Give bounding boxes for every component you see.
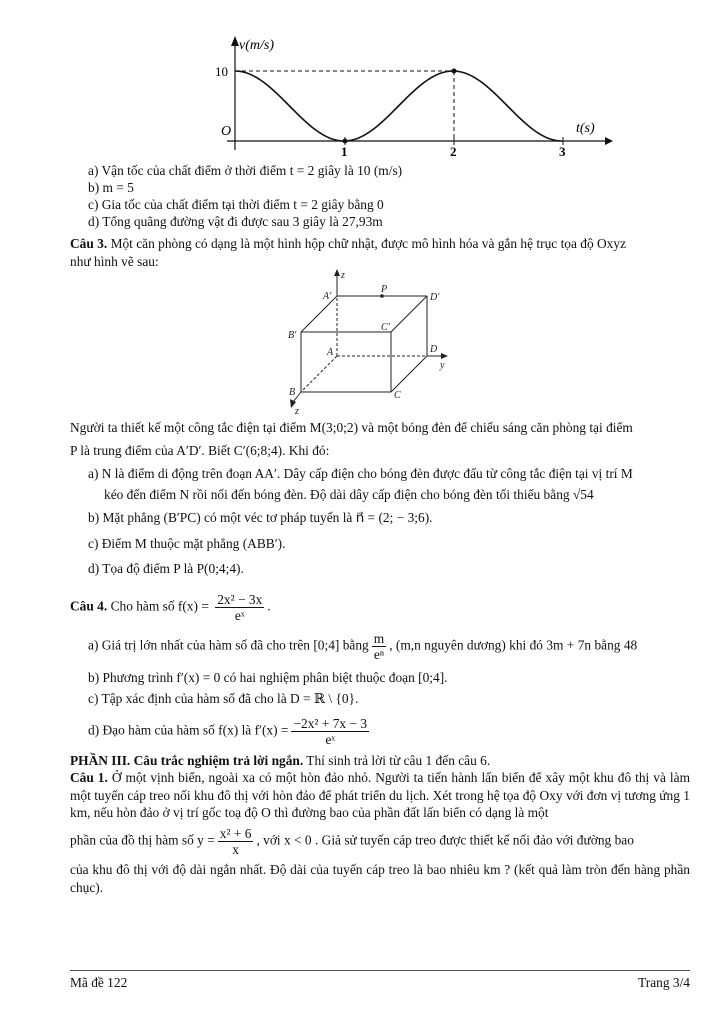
fig-label-d-prime: D′ (430, 292, 440, 303)
q4-title: Câu 4. (70, 598, 108, 614)
velocity-curve (235, 71, 562, 141)
q4-intro: Câu 4. Cho hàm số f(x) = $\frac{\text{2x² − 3x}}{\text{eˣ}}$ . (70, 592, 271, 623)
q4-a-fraction (372, 631, 386, 662)
q3-option-b: b) Mặt phẳng (B′PC) có một véc tơ pháp tuyến là n⃗ = (2; − 3;6). (88, 510, 433, 525)
fig-label-a-prime: A′ (323, 291, 332, 302)
x-tick-1: 1 (341, 144, 348, 159)
y-axis-label: v(m/s) (239, 38, 274, 53)
part3-q1-fraction (218, 826, 254, 857)
x-axis-label: t(s) (576, 121, 595, 136)
origin-label: O (221, 124, 232, 139)
footer-rule (70, 970, 690, 971)
point-t1 (343, 139, 348, 144)
fig-label-y: y (440, 360, 445, 371)
part3-q1-den: x (232, 842, 239, 857)
q3-option-d: d) Tọa độ điểm P là P(0;4;4). (88, 561, 244, 576)
part3-heading-rest: Thí sinh trả lời từ câu 1 đến câu 6. (303, 753, 491, 768)
fig-label-z-bottom: z (295, 406, 299, 416)
q4-option-d (88, 716, 372, 747)
q2-option-c: c) Gia tốc của chất điểm tại thời điểm t = 2 giây bằng 0 (88, 197, 384, 212)
q3-title: Câu 3. (70, 236, 108, 251)
q4-a-num: m (373, 631, 385, 646)
q3-intro-2: như hình vẽ sau: (70, 254, 159, 269)
x-axis-arrow (605, 137, 613, 145)
part3-q1-line-post: , với x < 0 . Giả sử tuyến cáp treo được thiết kế nối đảo với đường bao (256, 832, 634, 848)
q3-option-c: c) Điểm M thuộc mặt phẳng (ABB′). (88, 536, 286, 551)
q4-a-den: eⁿ (373, 647, 385, 662)
q4-fraction (215, 592, 264, 623)
q4-frac-num: 2x² − 3x (217, 592, 263, 607)
q3-body-1: Người ta thiết kế một công tắc điện tại điểm M(3;0;2) và một bóng đèn để chiếu sáng căn phòng tại điểm (70, 420, 633, 435)
x-tick-3: 3 (559, 144, 566, 159)
q2-option-d: d) Tổng quãng đường vật đi được sau 3 giây là 27,93m (88, 214, 383, 229)
part3-q1-paragraph (70, 769, 690, 822)
q4-option-a (88, 631, 637, 662)
fig-label-c: C (394, 390, 401, 401)
q4-frac-den: eˣ (234, 608, 245, 623)
y-tick-10: 10 (215, 64, 228, 79)
fig-label-z: z (341, 270, 345, 281)
q4-option-b: b) Phương trình f′(x) = 0 có hai nghiệm phân biệt thuộc đoạn [0;4]. (88, 670, 448, 685)
q4-d-num: −2x² + 7x − 3 (293, 716, 368, 731)
y-axis-arrow (231, 36, 239, 46)
part3-q1-title: Câu 1. (70, 770, 108, 785)
part3-heading-bold: PHẦN III. Câu trắc nghiệm trả lời ngắn. (70, 753, 304, 768)
q4-d-den: eˣ (325, 732, 336, 747)
q4-option-c: c) Tập xác định của hàm số đã cho là D = ℝ \ {0}. (88, 691, 359, 706)
q4-a-pre: a) Giá trị lớn nhất của hàm số đã cho trên [0;4] bằng (88, 637, 369, 653)
part3-q1-end: của khu đô thị với độ dài ngắn nhất. Độ dài của tuyến cáp treo là bao nhiêu km ? (kết quả làm tròn đến hàng phần chục). (70, 862, 690, 895)
q2-option-a: a) Vận tốc của chất điểm ở thời điểm t = 2 giây là 10 (m/s) (88, 163, 403, 178)
q4-a-post: , (m,n nguyên dương) khi đó 3m + 7n bằng 48 (389, 637, 638, 653)
q3-body-2: P là trung điểm của A′D′. Biết C′(6;8;4). Khi đó: (70, 443, 330, 458)
point-t2 (452, 69, 457, 74)
part3-heading (70, 753, 490, 769)
fig-label-c-prime: C′ (381, 322, 390, 333)
q3-intro-text: Một căn phòng có dạng là một hình hộp chữ nhật, được mô hình hóa và gắn hệ trục tọa độ Oxyz (107, 236, 627, 251)
fig-label-a: A (327, 347, 334, 358)
part3-q1-text: Ở một vịnh biển, ngoài xa có một hòn đảo nhỏ. Người ta tiến hành lấn biển để xây một khu đô thị và làm một tuyến cáp treo nối khu đô thị với hòn đảo để phát triển du lịch. Xét trong hệ tọa độ Oxy với đơn vị tương ứng 1 km, nếu hòn đảo ở vị trí gốc toạ độ O thì đường bao của phần đất lấn biển có dạng là một (70, 770, 690, 820)
q3-intro (70, 236, 626, 252)
footer-right: Trang 3/4 (638, 975, 690, 990)
fig-label-b-prime: B′ (288, 330, 297, 341)
q4-intro-text: Cho hàm số f(x) = (107, 598, 213, 614)
fig-label-d: D (430, 344, 438, 355)
fig-label-b: B (289, 387, 296, 398)
fig-label-p: P (381, 284, 388, 295)
part3-q1-line-pre: phần của đồ thị hàm số y = (70, 832, 215, 848)
q4-d-pre: d) Đạo hàm của hàm số f(x) là f′(x) = (88, 722, 289, 738)
q2-option-b: b) m = 5 (88, 180, 134, 195)
q3-option-a-1: a) N là điểm di động trên đoạn AA′. Dây cấp điện cho bóng đèn được đấu từ công tắc điện tại vị trí M (88, 466, 633, 481)
velocity-graph (205, 32, 615, 160)
part3-q1-num: x² + 6 (219, 826, 252, 841)
q3-option-a-2: kéo đến điểm N rồi nối đến bóng đèn. Độ dài dây cấp điện cho bóng đèn tối thiểu bằng √54 (104, 487, 594, 502)
room-box-figure (285, 268, 455, 416)
q4-d-fraction (291, 716, 369, 747)
footer-left: Mã đề 122 (70, 975, 128, 990)
x-tick-2: 2 (450, 144, 457, 159)
part3-q1-formula-line (70, 826, 634, 857)
